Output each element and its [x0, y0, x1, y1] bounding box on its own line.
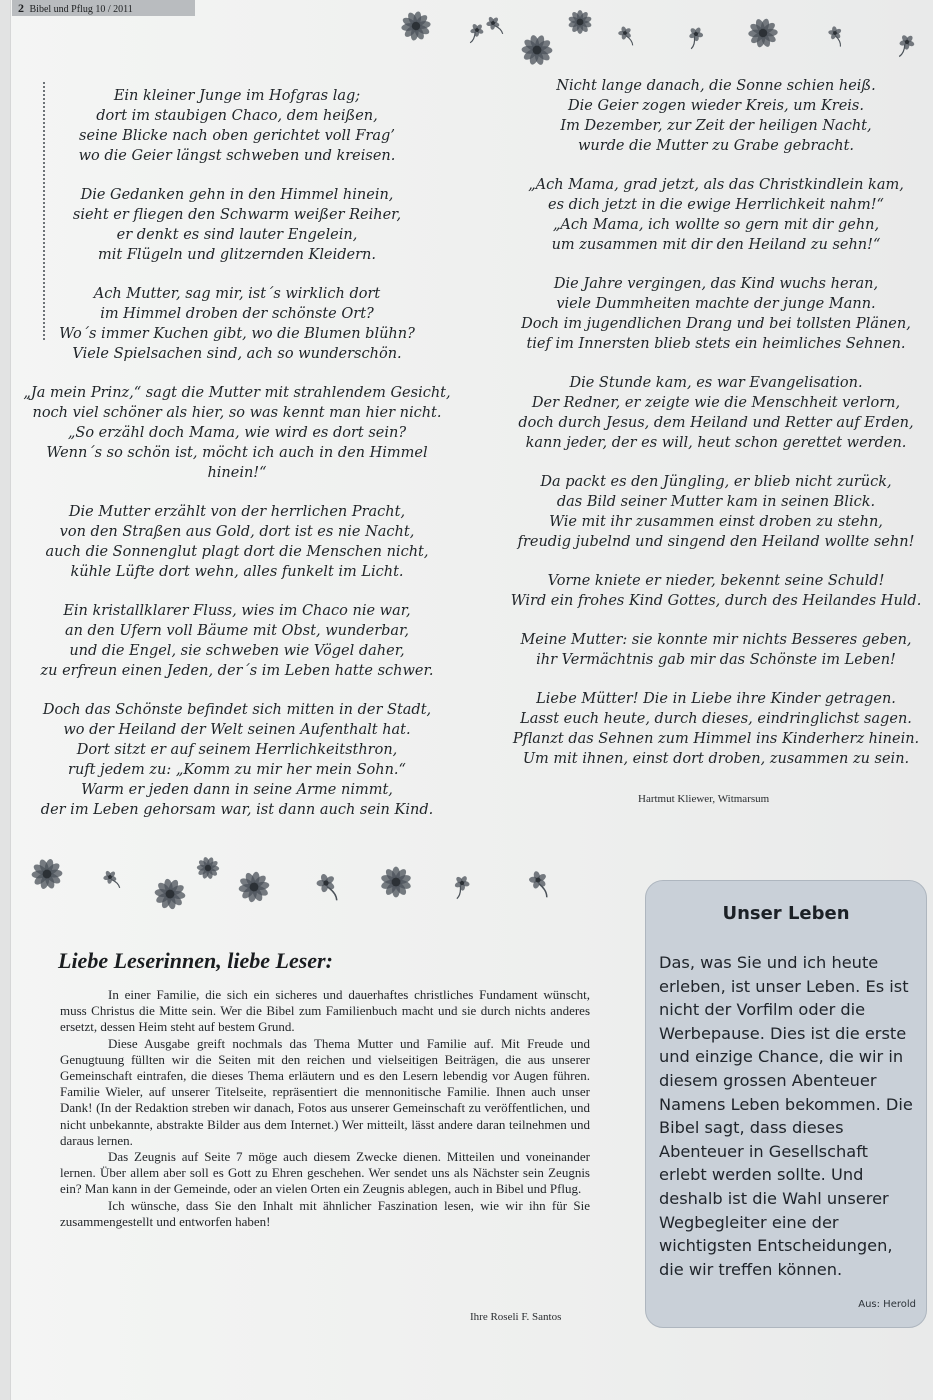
poem-line: Die Geier zogen wieder Kreis, um Kreis.	[568, 98, 864, 114]
poem-line: Im Dezember, zur Zeit der heiligen Nacht,	[560, 118, 872, 134]
sidebar-box-text: Das, was Sie und ich heute erleben, ist unser Leben. Es ist nicht der Vorfilm oder die Werbepause. Dies ist die erste und einzige Chance, die wir in diesem grossen Abenteuer Namens Leben bekommen. Die Bibel sagt, dass dieses Abenteuer in Gesellschaft erlebt werden sollte. Und deshalb ist die Wahl unserer Wegbegleiter eine der wichtigsten Entscheidungen, die wir treffen können.	[659, 953, 913, 1279]
poem-stanza	[22, 601, 452, 681]
poem-stanza	[22, 86, 452, 166]
poem-stanza	[496, 472, 933, 552]
poem-line: Nicht lange danach, die Sonne schien heiß.	[556, 78, 876, 94]
poem-stanza	[496, 274, 933, 354]
flower-icon	[395, 5, 437, 51]
poem-line: tief im Innersten blieb stets ein heimliches Sehnen.	[526, 336, 906, 352]
poem-line: „Ach Mama, ich wollte so gern mit dir gehn,	[552, 217, 880, 233]
poem-line: Doch im jugendlichen Drang und bei tollsten Plänen,	[521, 316, 911, 332]
poem-line: um zusammen mit dir den Heiland zu sehn!“	[551, 237, 881, 253]
poem-author: Hartmut Kliewer, Witmarsum	[638, 793, 770, 805]
poem-line: Pflanzt das Sehnen zum Himmel ins Kinderherz hinein.	[512, 731, 920, 747]
flower-icon	[563, 5, 597, 43]
flower-icon	[445, 866, 479, 904]
poem-stanza	[22, 383, 452, 483]
flower-icon	[610, 18, 640, 52]
flower-icon	[820, 18, 850, 52]
poem-stanza	[496, 175, 933, 255]
page-spine	[0, 0, 11, 1400]
poem-stanza	[496, 76, 933, 156]
publication-issue: Bibel und Pflug 10 / 2011	[29, 4, 133, 15]
poem-line: Ein kleiner Junge im Hofgras lag;	[113, 88, 361, 104]
poem-line: ruft jedem zu: „Komm zu mir her mein Sohn.“	[68, 762, 406, 778]
editorial-paragraph: In einer Familie, die sich ein sicheres und dauerhaftes christliches Fundament wünscht, muss Christus die Mitte sein. Wer die Bibel zum Familienbuch macht und sie durch nichts anderes ersetzt, dessen Heim steht auf bestem Grund.	[60, 987, 590, 1035]
editorial-signature: Ihre Roseli F. Santos	[470, 1311, 562, 1323]
flower-icon	[515, 28, 559, 76]
poem-line: kann jeder, der es will, heut schon gerettet werden.	[525, 435, 907, 451]
poem-line: viele Dummheiten machte der junge Mann.	[556, 296, 876, 312]
editorial-title: Liebe Leserinnen, liebe Leser:	[58, 948, 333, 973]
poem-line: auch die Sonnenglut plagt dort die Menschen nicht,	[45, 544, 429, 560]
poem-line: Wird ein frohes Kind Gottes, durch des Heilandes Huld.	[510, 593, 922, 609]
poem-line: Der Redner, er zeigte wie die Menschheit verlorn,	[531, 395, 901, 411]
poem-line: kühle Lüfte dort wehn, alles funkelt im Licht.	[70, 564, 404, 580]
flower-icon	[232, 865, 276, 913]
poem-line: er denkt es sind lauter Engelein,	[116, 227, 358, 243]
flower-icon	[305, 862, 347, 908]
poem-line: der im Leben gehorsam war, ist dann auch sein Kind.	[40, 802, 434, 818]
poem-line: wo der Heiland der Welt seinen Aufenthalt hat.	[63, 722, 411, 738]
poem-line: es dich jetzt in die ewige Herrlichkeit nahm!“	[548, 197, 884, 213]
sidebar-box	[645, 880, 927, 1328]
flower-icon	[890, 25, 924, 63]
poem-left-column	[22, 86, 452, 839]
poem-stanza	[496, 373, 933, 453]
poem-line: Lasst euch heute, durch dieses, eindringlichst sagen.	[520, 711, 912, 727]
poem-stanza	[496, 571, 933, 611]
poem-line: mit Flügeln und glitzernden Kleidern.	[98, 247, 376, 263]
poem-line: Viele Spielsachen sind, ach so wunderschön.	[72, 346, 402, 362]
poem-line: „Ja mein Prinz,“ sagt die Mutter mit strahlendem Gesicht,	[23, 385, 451, 401]
poem-line: Vorne kniete er nieder, bekennt seine Schuld!	[547, 573, 885, 589]
poem-line: Wie mit ihr zusammen einst droben zu stehn,	[549, 514, 883, 530]
poem-line: Warm er jeden dann in seine Arme nimmt,	[81, 782, 393, 798]
flower-icon	[374, 860, 418, 908]
poem-line: Die Jahre vergingen, das Kind wuchs heran,	[553, 276, 879, 292]
editorial-paragraph: Diese Ausgabe greift nochmals das Thema Mutter und Familie auf. Mit Freude und Genugtuung füllten wir die Seiten mit den reichen und vielseitigen Beiträgen, die aus unserer Gemeinschaft eintrafen, die dieses Thema erläutern und es den Lesern lebendig vor Augen führen. Familie Wieler, auf unserer Titelseite, repräsentiert die mennonitische Familie. Ihnen auch unser Dank! (In der Redaktion streben wir danach, Fotos aus unserer Gemeinschaft zu veröffentlichen, und nicht unbekannte, abstrakte Bilder aus dem Internet.) Wer mitteilt, lässt andere daran teilnehmen und daraus lernen.	[60, 1035, 590, 1148]
poem-line: Liebe Mütter! Die in Liebe ihre Kinder getragen.	[536, 691, 896, 707]
sidebar-box-title: Unser Leben	[722, 903, 850, 924]
poem-line: noch viel schöner als hier, so was kennt man hier nicht.	[32, 405, 442, 421]
poem-stanza	[22, 502, 452, 582]
poem-stanza	[496, 630, 933, 670]
poem-stanza	[22, 185, 452, 265]
poem-line: doch durch Jesus, dem Heiland und Retter auf Erden,	[518, 415, 914, 431]
poem-line: Ein kristallklarer Fluss, wies im Chaco nie war,	[63, 603, 411, 619]
poem-line: Da packt es den Jüngling, er blieb nicht zurück,	[540, 474, 892, 490]
poem-line: wurde die Mutter zu Grabe gebracht.	[577, 138, 855, 154]
poem-stanza	[496, 689, 933, 769]
flower-icon	[478, 8, 508, 42]
sidebar-box-source: Aus: Herold	[858, 1299, 916, 1310]
poem-line: Um mit ihnen, einst dort droben, zusammen zu sein.	[522, 751, 910, 767]
poem-line: Die Gedanken gehn in den Himmel hinein,	[80, 187, 394, 203]
flower-icon	[192, 852, 224, 888]
editorial-paragraph: Das Zeugnis auf Seite 7 möge auch diesem Zwecke dienen. Mitteilen und voneinander lernen. Über allem aber soll es Gott zu Ehren geschehen. Wer sendet uns als Nächster sein Zeugnis ein? Man kann in der Gemeinde, oder an vielen Orten ein Zeugnis ablegen, auch in Bibel und Pflug.	[60, 1149, 590, 1197]
flower-icon	[95, 862, 125, 896]
poem-line: Ach Mutter, sag mir, ist´s wirklich dort	[93, 286, 381, 302]
poem-line: an den Ufern voll Bäume mit Obst, wunderbar,	[64, 623, 410, 639]
poem-line: sieht er fliegen den Schwarm weißer Reiher,	[72, 207, 402, 223]
poem-line: Dort sitzt er auf seinem Herrlichkeitsthron,	[76, 742, 398, 758]
poem-line: Doch das Schönste befindet sich mitten in der Stadt,	[42, 702, 432, 718]
poem-line: ihr Vermächtnis gab mir das Schönste im Leben!	[536, 652, 896, 668]
poem-line: Die Stunde kam, es war Evangelisation.	[569, 375, 863, 391]
poem-right-column	[496, 76, 933, 788]
poem-line: hinein!“	[207, 465, 267, 481]
editorial-body	[60, 987, 590, 1230]
poem-line: zu erfreun einen Jeden, der´s im Leben hatte schwer.	[40, 663, 434, 679]
poem-line: dort im staubigen Chaco, dem heißen,	[96, 108, 378, 124]
poem-line: Meine Mutter: sie konnte mir nichts Besseres geben,	[520, 632, 912, 648]
poem-line: Wenn´s so schön ist, möcht ich auch in den Himmel	[46, 445, 428, 461]
flower-icon	[25, 852, 69, 900]
poem-line: Wo´s immer Kuchen gibt, wo die Blumen blühn?	[59, 326, 415, 342]
page-header	[12, 0, 195, 16]
page-number: 2	[18, 1, 24, 15]
poem-line: von den Straßen aus Gold, dort ist es nie Nacht,	[59, 524, 415, 540]
flower-icon	[518, 860, 558, 904]
flower-icon	[742, 12, 784, 58]
poem-line: wo die Geier längst schweben und kreisen.	[78, 148, 396, 164]
poem-line: das Bild seiner Mutter kam in seinen Blick.	[556, 494, 876, 510]
poem-line: und die Engel, sie schweben wie Vögel daher,	[69, 643, 405, 659]
poem-line: freudig jubelnd und singend den Heiland wollte sehn!	[517, 534, 915, 550]
poem-stanza	[22, 284, 452, 364]
poem-stanza	[22, 700, 452, 820]
poem-line: „Ach Mama, grad jetzt, als das Christkindlein kam,	[528, 177, 904, 193]
poem-line: im Himmel droben der schönste Ort?	[100, 306, 374, 322]
poem-line: seine Blicke nach oben gerichtet voll Frag’	[79, 128, 395, 144]
flower-icon	[148, 872, 192, 920]
poem-line: Die Mutter erzählt von der herrlichen Pracht,	[68, 504, 406, 520]
poem-line: „So erzähl doch Mama, wie wird es dort sein?	[67, 425, 407, 441]
editorial-paragraph: Ich wünsche, dass Sie den Inhalt mit ähnlicher Faszination lesen, wie wir ihn für Sie zusammengestellt und entworfen haben!	[60, 1197, 590, 1229]
flower-icon	[680, 18, 712, 54]
